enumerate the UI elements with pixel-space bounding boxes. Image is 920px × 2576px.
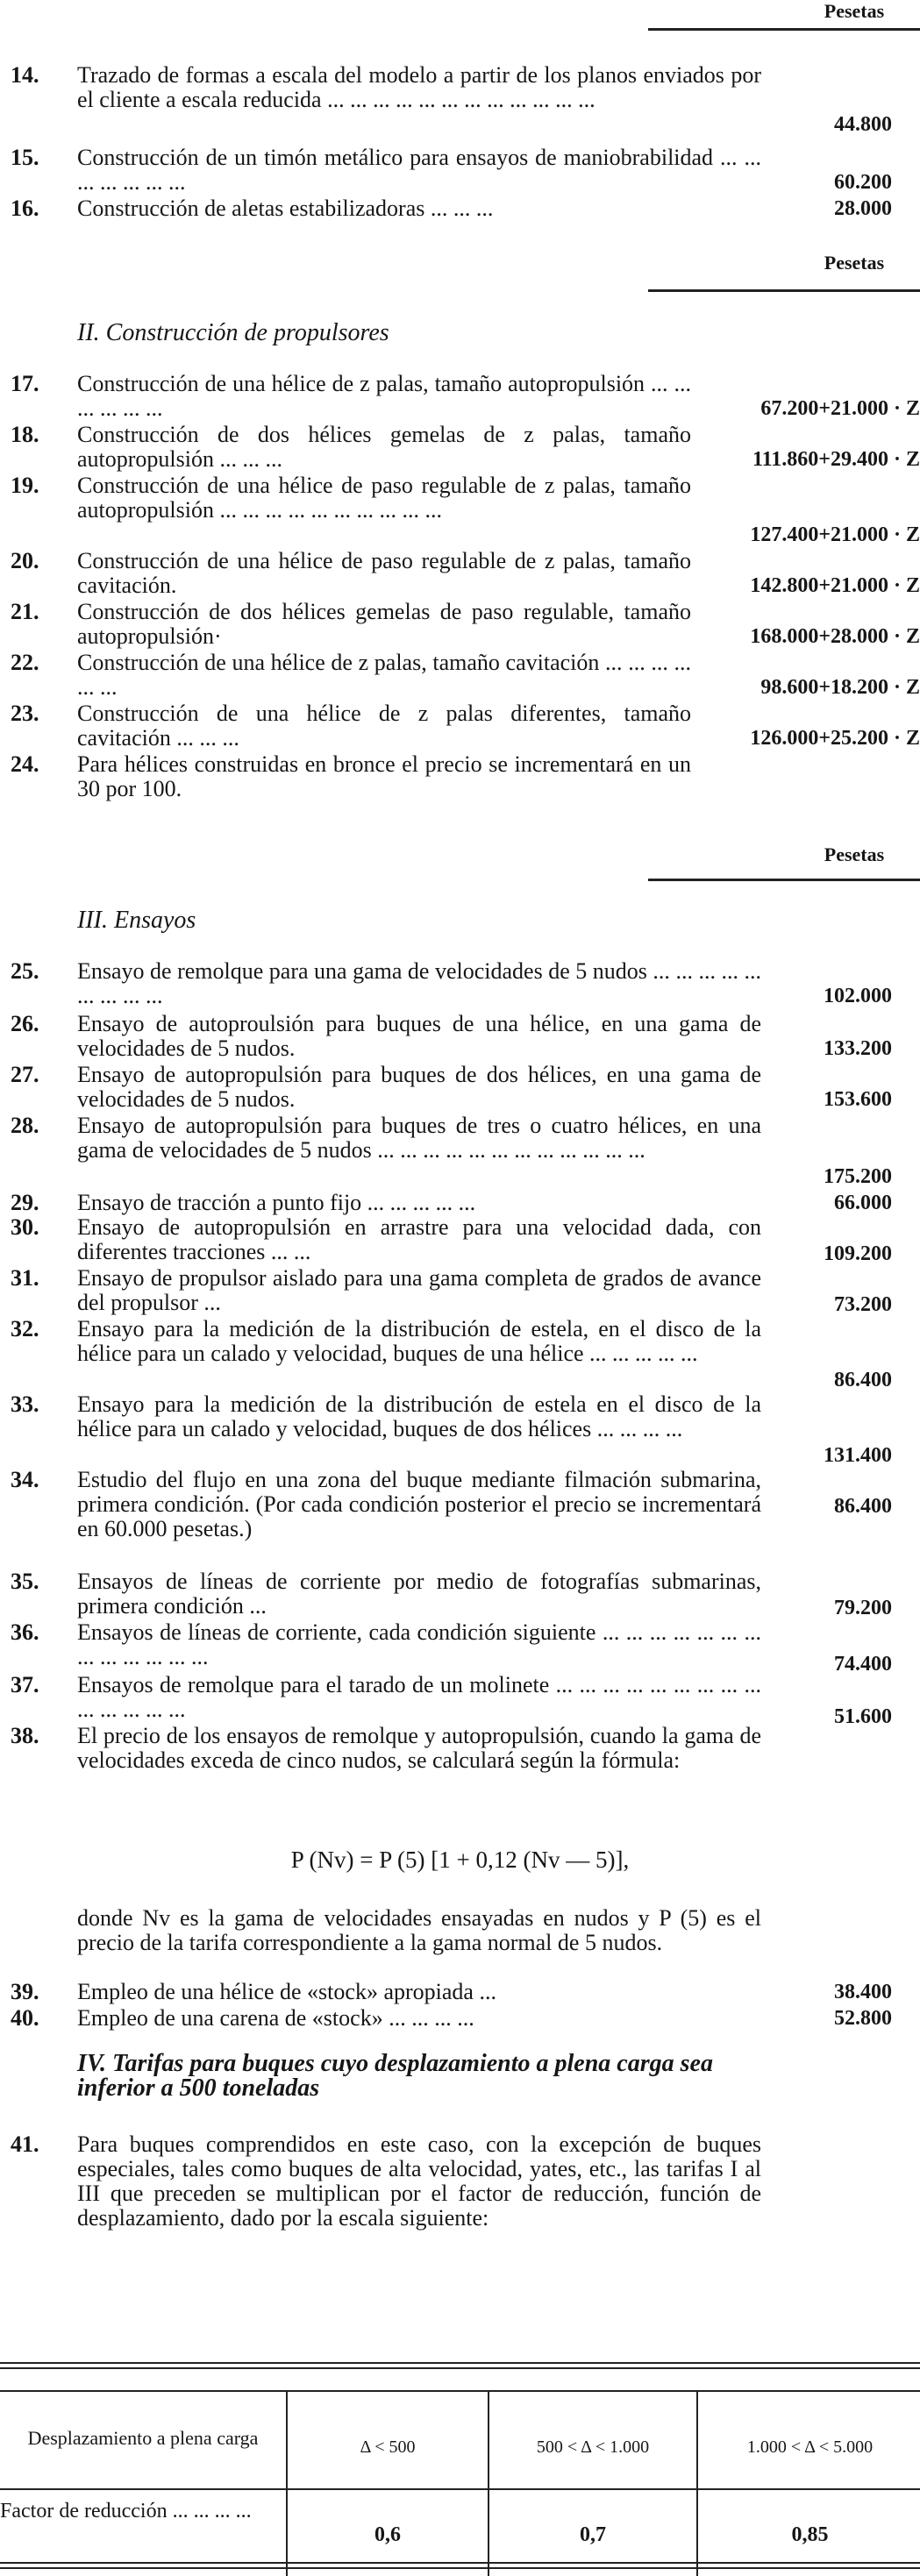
item-number: 34.: [11, 1467, 39, 1492]
item-price: 60.200: [834, 171, 892, 194]
item-price: 127.400+21.000 · Z: [750, 523, 920, 546]
item-price: 44.800: [834, 113, 892, 136]
item-text: Construcción de aletas estabilizadoras ... ... ...: [77, 196, 494, 221]
price-formula: P (Nv) = P (5) [1 + 0,12 (Nv — 5)],: [290, 1847, 630, 1873]
item-price: 175.200: [824, 1165, 892, 1188]
table-bottom-rule-inner: [0, 2567, 920, 2569]
item-number: 40.: [11, 2005, 39, 2031]
item-text: Ensayo para la medición de la distribución de estela, en el disco de la hélice para un calado y velocidad, buques de una hélice ... ... ... ... ...: [77, 1316, 761, 1366]
item-number: 33.: [11, 1391, 39, 1417]
item-text: Construcción de dos hélices gemelas de paso regulable, tamaño autopropulsión·: [77, 599, 691, 649]
item-number: 15.: [11, 145, 39, 170]
currency-header-3: Pesetas: [824, 843, 885, 865]
item-number: 14.: [11, 62, 39, 88]
item-text: Trazado de formas a escala del modelo a partir de los planos enviados por el cliente a escala reducida ... ... ... ... ... ... ... ... ... ... ... ...: [77, 62, 761, 112]
item-number: 21.: [11, 599, 39, 624]
item-number: 18.: [11, 422, 39, 447]
item-text: Construcción de una hélice de z palas, tamaño cavitación ... ... ... ... ... ...: [77, 650, 691, 700]
currency-header-1: Pesetas: [824, 0, 885, 22]
item-price: 28.000: [834, 197, 892, 220]
item-number: 20.: [11, 548, 39, 573]
item-number: 38.: [11, 1723, 39, 1748]
item-price: 109.200: [824, 1242, 892, 1265]
item-number: 30.: [11, 1214, 39, 1240]
table-row-rule: [0, 2488, 920, 2490]
item-price: 142.800+21.000 · Z: [750, 574, 920, 597]
table-row-label: Factor de reducción ... ... ... ...: [0, 2500, 252, 2523]
item-text: Ensayo de autopropulsión para buques de tres o cuatro hélices, en una gama de velocidades de 5 nudos ... ... ... ... ... ... ... ... ... ... ... ...: [77, 1113, 761, 1163]
item-price: 126.000+25.200 · Z: [750, 727, 920, 750]
item-text: El precio de los ensayos de remolque y autopropulsión, cuando la gama de velocidades exceda de cinco nudos, se calculará según la fórmula:: [77, 1723, 761, 1773]
item-number: 31.: [11, 1265, 39, 1291]
table-col-rule-3: [696, 2390, 698, 2576]
item-text: Ensayo de autopropulsión para buques de dos hélices, en una gama de velocidades de 5 nudos.: [77, 1062, 761, 1112]
table-top-rule: [0, 2362, 920, 2364]
item-number: 19.: [11, 473, 39, 498]
item-text: Ensayo de autoproulsión para buques de una hélice, en una gama de velocidades de 5 nudos.: [77, 1011, 761, 1061]
item-price: 67.200+21.000 · Z: [760, 397, 920, 420]
table-top-rule-inner: [0, 2367, 920, 2369]
item-number: 41.: [11, 2131, 39, 2157]
item-number: 22.: [11, 650, 39, 675]
section-heading-tarifas: IV. Tarifas para buques cuyo desplazamiento a plena carga sea inferior a 500 toneladas: [77, 2050, 713, 2102]
item-text: Construcción de dos hélices gemelas de z palas, tamaño autopropulsión ... ... ...: [77, 422, 691, 472]
item-price: 52.800: [834, 2007, 892, 2030]
item-text: Ensayo de tracción a punto fijo ... ... ... ... ...: [77, 1190, 476, 1215]
item-text: Ensayos de remolque para el tarado de un molinete ... ... ... ... ... ... ... ... ... ... ... ... ... ...: [77, 1672, 761, 1722]
item-text: Para hélices construidas en bronce el precio se incrementará en un 30 por 100.: [77, 751, 691, 801]
item-text: Ensayo de propulsor aislado para una gama completa de grados de avance del propulsor ...: [77, 1265, 761, 1315]
item-price: 111.860+29.400 · Z: [752, 448, 920, 471]
table-bottom-rule: [0, 2562, 920, 2564]
item-text: Ensayos de líneas de corriente, cada condición siguiente ... ... ... ... ... ... ... ... ... ... ... ... ...: [77, 1619, 761, 1669]
item-number: 25.: [11, 958, 39, 984]
item-price: 38.400: [834, 1981, 892, 2003]
item-number: 26.: [11, 1011, 39, 1036]
header-rule-2: [648, 289, 920, 292]
item-price: 168.000+28.000 · Z: [750, 625, 920, 648]
table-header-label: Desplazamiento a plena carga: [27, 2427, 259, 2449]
item-number: 39.: [11, 1979, 39, 2004]
table-factor-3: 0,85: [791, 2523, 829, 2546]
item-price: 74.400: [834, 1653, 892, 1676]
item-number: 23.: [11, 701, 39, 726]
item-price: 131.400: [824, 1444, 892, 1467]
item-text: Construcción de una hélice de paso regulable de z palas, tamaño autopropulsión ... ... ... ... ... ... ... ... ... ...: [77, 473, 691, 523]
item-text: Empleo de una hélice de «stock» apropiada ...: [77, 1979, 496, 2004]
item-price: 102.000: [824, 985, 892, 1007]
item-price: 133.200: [824, 1037, 892, 1060]
item-price: 66.000: [834, 1192, 892, 1214]
item-price: 98.600+18.200 · Z: [760, 676, 920, 699]
header-rule-3: [648, 879, 920, 881]
item-text: Ensayo para la medición de la distribución de estela en el disco de la hélice para un calado y velocidad, buques de dos hélices ... ... ... ...: [77, 1391, 761, 1441]
table-col-rule-1: [286, 2390, 288, 2576]
item-text: Ensayo de autopropulsión en arrastre para una velocidad dada, con diferentes tracciones ... ...: [77, 1214, 761, 1264]
table-range-3: 1.000 < Δ < 5.000: [746, 2437, 874, 2457]
item-number: 37.: [11, 1672, 39, 1697]
item-text: Ensayos de líneas de corriente por medio de fotografías submarinas, primera condición ...: [77, 1569, 761, 1619]
section-heading-ensayos: III. Ensayos: [77, 907, 196, 934]
item-number: 27.: [11, 1062, 39, 1087]
item-number: 16.: [11, 196, 39, 221]
item-price: 51.600: [834, 1705, 892, 1728]
item-text: Construcción de una hélice de z palas diferentes, tamaño cavitación ... ... ...: [77, 701, 691, 751]
item-price: 86.400: [834, 1369, 892, 1391]
item-text: Construcción de una hélice de z palas, tamaño autopropulsión ... ... ... ... ... ...: [77, 371, 691, 421]
item-text: Estudio del flujo en una zona del buque mediante filmación submarina, primera condición. (Por cada condición posterior el precio se incrementará en 60.000 pesetas.): [77, 1467, 761, 1541]
currency-header-2: Pesetas: [824, 252, 885, 274]
table-factor-2: 0,7: [580, 2523, 606, 2546]
section-heading-propulsores: II. Construcción de propulsores: [77, 319, 389, 346]
item-number: 36.: [11, 1619, 39, 1645]
header-rule-1: [648, 28, 920, 31]
formula-note-text: donde Nv es la gama de velocidades ensayadas en nudos y P (5) es el precio de la tarifa correspondiente a la gama normal de 5 nudos.: [77, 1905, 761, 1955]
item-text: Construcción de una hélice de paso regulable de z palas, tamaño cavitación.: [77, 548, 691, 598]
item-number: 32.: [11, 1316, 39, 1341]
table-factor-1: 0,6: [374, 2523, 401, 2546]
item-number: 35.: [11, 1569, 39, 1594]
item-number: 28.: [11, 1113, 39, 1138]
item-text: Ensayo de remolque para una gama de velocidades de 5 nudos ... ... ... ... ... ... ... ... ...: [77, 958, 761, 1008]
item-number: 17.: [11, 371, 39, 396]
item-price: 73.200: [834, 1293, 892, 1316]
table-range-2: 500 < Δ < 1.000: [536, 2437, 650, 2457]
item-price: 86.400: [834, 1495, 892, 1518]
table-range-1: Δ < 500: [360, 2437, 416, 2457]
table-header-rule: [0, 2390, 920, 2392]
item-price: 79.200: [834, 1597, 892, 1619]
item-text: Empleo de una carena de «stock» ... ... ... ...: [77, 2005, 474, 2031]
item-price: 153.600: [824, 1088, 892, 1111]
table-col-rule-2: [488, 2390, 489, 2576]
item-text: Para buques comprendidos en este caso, con la excepción de buques especiales, tales como buques de alta velocidad, yates, etc., las tarifas I al III que preceden se multiplican por el factor de reducción, función de desplazamiento, dado por la escala siguiente:: [77, 2131, 761, 2231]
item-number: 29.: [11, 1190, 39, 1215]
item-text: Construcción de un timón metálico para ensayos de maniobrabilidad ... ... ... ... ... ... ...: [77, 145, 761, 195]
item-number: 24.: [11, 751, 39, 777]
